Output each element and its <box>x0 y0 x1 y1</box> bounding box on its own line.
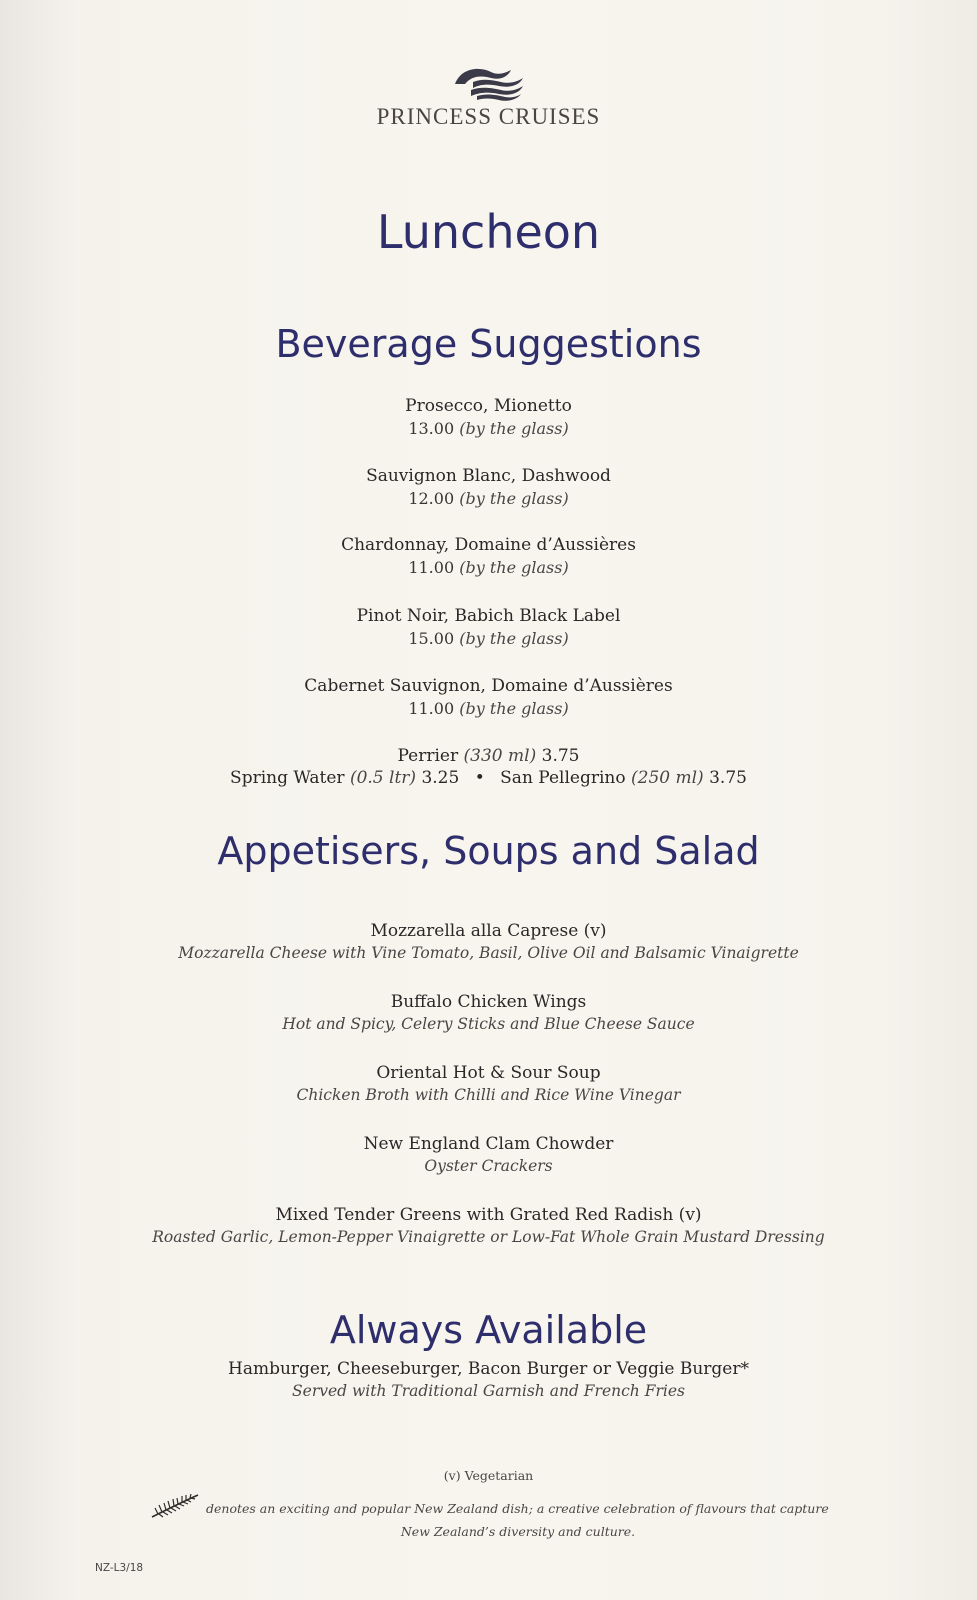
spring-water-name: Spring Water <box>230 768 345 788</box>
pellegrino-price: 3.75 <box>709 768 747 788</box>
pellegrino-size: (250 ml) <box>631 768 704 788</box>
dish-item <box>0 1133 977 1178</box>
perrier-name: Perrier <box>397 746 459 766</box>
beverage-price-line <box>0 487 977 510</box>
beverage-item <box>0 605 977 650</box>
dish-description: Mozzarella Cheese with Vine Tomato, Basil, Olive Oil and Balsamic Vinaigrette <box>178 944 799 962</box>
dish-name: Oriental Hot & Sour Soup <box>376 1063 601 1083</box>
sea-witch-logo-icon <box>451 62 527 102</box>
burger-description: Served with Traditional Garnish and French Fries <box>292 1382 685 1400</box>
dish-name: Mozzarella alla Caprese (v) <box>370 921 607 941</box>
nz-note-line1: denotes an exciting and popular New Zealand dish; a creative celebration of flavours that capture <box>206 1501 829 1516</box>
nz-dish-note <box>150 1497 830 1543</box>
beverage-price: 12.00 <box>408 489 455 508</box>
beverage-price-line <box>0 697 977 720</box>
brand-name: PRINCESS CRUISES <box>376 104 601 129</box>
beverage-item <box>0 534 977 579</box>
dish-item <box>0 1204 977 1249</box>
appetisers-heading: Appetisers, Soups and Salad <box>217 829 760 873</box>
beverage-item <box>0 465 977 510</box>
beverage-heading: Beverage Suggestions <box>275 322 702 366</box>
beverage-item <box>0 675 977 720</box>
brand-header <box>0 62 977 130</box>
page-title: Luncheon <box>376 205 601 259</box>
beverage-item <box>0 395 977 440</box>
dish-item <box>0 1062 977 1107</box>
menu-code: NZ-L3/18 <box>95 1562 144 1574</box>
dish-description: Hot and Spicy, Celery Sticks and Blue Cheese Sauce <box>282 1015 695 1033</box>
beverage-price-line <box>0 627 977 650</box>
dish-name: Buffalo Chicken Wings <box>390 992 587 1012</box>
beverage-name: Sauvignon Blanc, Dashwood <box>366 466 611 486</box>
silver-fern-icon <box>150 1491 200 1521</box>
beverage-note: (by the glass) <box>459 489 569 508</box>
water-line <box>0 767 977 789</box>
beverage-name: Chardonnay, Domaine d’Aussières <box>341 535 636 555</box>
perrier-price: 3.75 <box>541 746 580 766</box>
beverage-price-line <box>0 417 977 440</box>
perrier-size: (330 ml) <box>463 746 537 766</box>
dish-name: Mixed Tender Greens with Grated Red Radish (v) <box>275 1205 702 1225</box>
always-available-item <box>0 1358 977 1403</box>
spring-water-price: 3.25 <box>421 768 460 788</box>
beverage-price: 11.00 <box>408 558 455 577</box>
beverage-name: Pinot Noir, Babich Black Label <box>356 606 621 626</box>
beverage-price: 11.00 <box>408 699 455 718</box>
beverage-name: Prosecco, Mionetto <box>405 396 572 416</box>
beverage-price: 15.00 <box>408 629 455 648</box>
water-list <box>0 745 977 789</box>
nz-note-line2: New Zealand’s diversity and culture. <box>400 1524 636 1539</box>
beverage-price-line <box>0 556 977 579</box>
dish-name: New England Clam Chowder <box>363 1134 614 1154</box>
spring-water-size: (0.5 ltr) <box>349 768 417 788</box>
always-available-heading: Always Available <box>329 1308 648 1352</box>
beverage-note: (by the glass) <box>459 699 569 718</box>
beverage-note: (by the glass) <box>459 419 569 438</box>
vegetarian-note: (v) Vegetarian <box>443 1468 534 1483</box>
dish-item <box>0 920 977 965</box>
dish-description: Oyster Crackers <box>424 1157 553 1175</box>
separator-dot: • <box>474 768 485 788</box>
beverage-note: (by the glass) <box>459 629 569 648</box>
beverage-price: 13.00 <box>408 419 455 438</box>
pellegrino-name: San Pellegrino <box>500 768 626 788</box>
perrier-line <box>0 745 977 767</box>
dish-description: Chicken Broth with Chilli and Rice Wine Vinegar <box>296 1086 681 1104</box>
beverage-name: Cabernet Sauvignon, Domaine d’Aussières <box>304 676 673 696</box>
beverage-note: (by the glass) <box>459 558 569 577</box>
dish-item <box>0 991 977 1036</box>
burger-name: Hamburger, Cheeseburger, Bacon Burger or Veggie Burger* <box>228 1359 749 1379</box>
dish-description: Roasted Garlic, Lemon-Pepper Vinaigrette or Low-Fat Whole Grain Mustard Dressing <box>152 1228 825 1246</box>
